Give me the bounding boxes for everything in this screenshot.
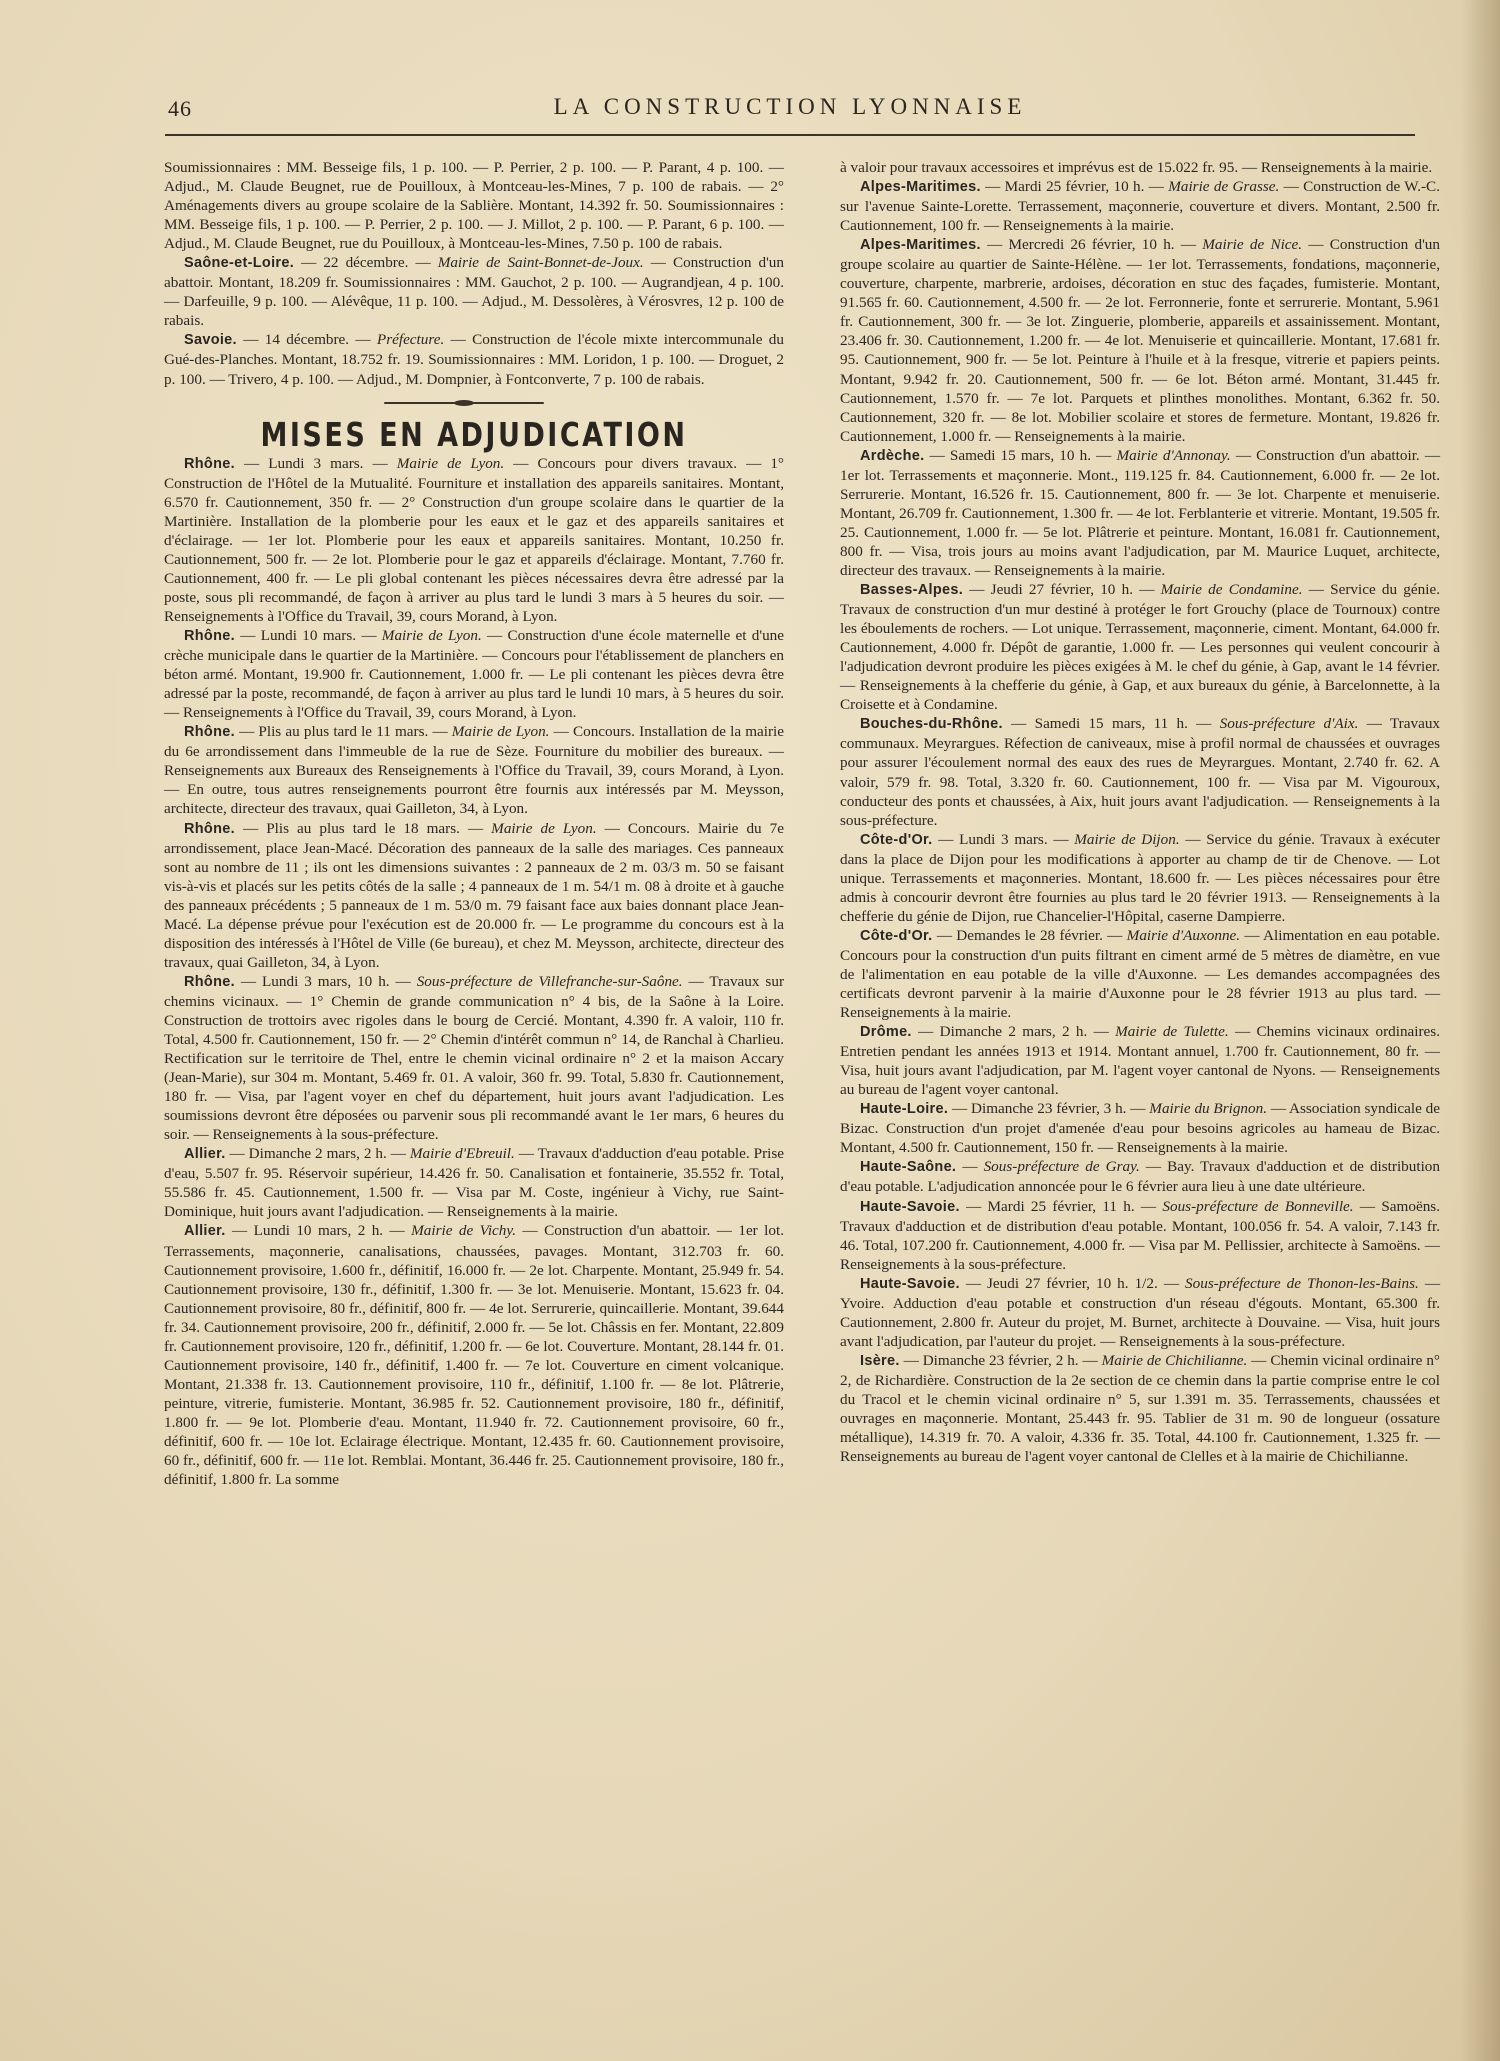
listing-entry — [840, 580, 1440, 714]
entry-date: — — [956, 1158, 984, 1176]
authority-name: Sous-préfecture de Bonneville. — [1162, 1197, 1354, 1215]
authority-name: Sous-préfecture de Thonon-les-Bains. — [1185, 1274, 1419, 1292]
entry-text: — Construction de l'école mixte intercommunale du Gué-des-Planches. Montant, 18.752 fr. 19. Soumissionnaires : MM. Loridon, 1 p. 100. — Droguet, 2 p. 100. — Trivero, 4 p. 100. — Adjud., M. Dompnier, à Fontconverte, 7 p. 100 de rabais. — [164, 331, 784, 388]
entry-text: — Travaux sur chemins vicinaux. — 1° Chemin de grande communication n° 4 bis, de la Saône à la Loire. Construction de trottoirs avec rigoles dans le bourg de Cercié. Montant, 4.390 fr. A valoir, 110 fr. Total, 4.500 fr. Cautionnement, 150 fr. — 2° Chemin d'intérêt commun n° 14, de Ranchal à Charlieu. Rectification sur le territoire de Thel, entre le chemin vicinal ordinaire n° 2 et la maison Accary (Jean-Marie), sur 304 m. Montant, 5.469 fr. 01. A valoir, 360 fr. 99. Total, 5.830 fr. Cautionnement, 180 fr. — Visa, par l'agent voyer en chef du département, huit jours avant l'adjudication. Les soumissions devront être déposées ou parvenir sous pli recommandé avant le 1er mars, 6 heures du soir. — Renseignements à la sous-préfecture. — [164, 972, 784, 1144]
entry-text: — Concours. Installation de la mairie du 6e arrondissement dans l'immeuble de la rue de Sèze. Fourniture du mobilier des bureaux. — Renseignements aux Bureaux des Renseignements à l'Office du Travail, 39, cours Morand, à Lyon. — En outre, tous autres renseignements pourront être fournis aux intéressés par M. Meysson, architecte, directeur des travaux, quai Gailleton, 34, à Lyon. — [164, 723, 784, 818]
entry-date: — Dimanche 2 mars, 2 h. — — [225, 1145, 410, 1163]
entry-date: — Dimanche 2 mars, 2 h. — — [911, 1023, 1116, 1041]
left-column — [164, 158, 784, 1489]
entry-text: — Association syndicale de Bizac. Construction d'un projet d'amenée d'eau pour besoins agricoles au hameau de Bizac. Montant, 4.500 fr. Cautionnement, 150 fr. — Renseignements à la mairie. — [840, 1100, 1440, 1157]
entry-text: — Travaux communaux. Meyrargues. Réfection de caniveaux, mise à profil normal de chaussées et ouvrages pour assurer l'écoulement normal des eaux des rues de Meyrargues. Montant, 2.740 fr. 62. A valoir, 579 fr. 98. Total, 3.320 fr. 60. Cautionnement, 100 fr. — Visa par M. Vigouroux, conducteur des ponts et chaussées, à Aix, huit jours avant l'adjudication. — Renseignements à la sous-préfecture. — [840, 715, 1441, 829]
entry-text: — Bay. Travaux d'adduction et de distribution d'eau potable. L'adjudication annoncée pour le 6 février aura lieu à une date ultérieure. — [840, 1158, 1440, 1196]
department-name: Rhône. — [184, 973, 235, 990]
entry-text: — Samoëns. Travaux d'adduction et de distribution d'eau potable. Montant, 100.056 fr. 54. A valoir, 7.143 fr. 46. Total, 107.200 fr. Cautionnement, 4.000 fr. — Visa par M. Pellissier, architecte à Samoëns. — Renseignements à la sous-préfecture. — [840, 1197, 1440, 1273]
entry-date: — Dimanche 23 février, 2 h. — — [899, 1351, 1102, 1369]
right-column — [840, 158, 1440, 1466]
entry-date: — Mardi 25 février, 11 h. — — [959, 1197, 1163, 1215]
department-name: Côte-d'Or. — [860, 831, 933, 848]
page-number: 46 — [168, 96, 192, 121]
department-name: Alpes-Maritimes. — [860, 179, 981, 196]
entry-text: — Yvoire. Adduction d'eau potable et construction d'un réseau d'égouts. Montant, 65.300 fr. Cautionnement, 2.800 fr. Auteur du projet, M. Burnet, architecte à Douvaine. — Visa, huit jours avant l'adjudication, par l'auteur du projet. — Renseignements à la sous-préfecture. — [840, 1274, 1441, 1350]
authority-name: Mairie de Lyon. — [381, 627, 482, 645]
entry-text: — Construction d'une école maternelle et d'une crèche municipale dans le quartier de la Martinière. — Concours pour l'établissement de planchers en béton armé. Montant, 19.900 fr. Cautionnement, 1.000 fr. — Le pli contenant les pièces devra être adressé par la poste, recommandé, de façon à arriver au plus tard le lundi 10 mars, à 5 heures du soir. — Renseignements à l'Office du Travail, 39, cours Morand, à Lyon. — [164, 627, 784, 722]
department-name: Bouches-du-Rhône. — [860, 716, 1003, 733]
listing-entry — [840, 1274, 1440, 1351]
running-title: LA CONSTRUCTION LYONNAISE — [553, 94, 1027, 119]
authority-name: Mairie de Lyon. — [451, 723, 550, 741]
section-title: MISES EN ADJUDICATION — [260, 414, 688, 454]
department-name: Haute-Savoie. — [860, 1198, 960, 1215]
listing-entry — [164, 1144, 784, 1221]
authority-name: Mairie de Grasse. — [1168, 178, 1280, 196]
entry-text: — Construction de W.-C. sur l'avenue Sainte-Lorette. Terrassement, maçonnerie, couverture et divers. Montant, 2.500 fr. Cautionnement, 100 fr. — Renseignements à la mairie. — [840, 178, 1440, 235]
listing-entry — [840, 926, 1440, 1022]
department-name: Savoie. — [184, 332, 237, 349]
entry-text: — Chemins vicinaux ordinaires. Entretien pendant les années 1913 et 1914. Montant annuel, 1.700 fr. Cautionnement, 80 fr. — Visa, huit jours avant l'adjudication, par M. l'agent voyer cantonal de Nyons. — Renseignements au bureau de l'agent voyer cantonal. — [840, 1023, 1440, 1099]
section-divider — [164, 395, 784, 411]
listing-entry — [164, 253, 784, 330]
entry-date: — Lundi 3 mars. — — [234, 454, 397, 472]
department-name: Haute-Savoie. — [860, 1275, 960, 1292]
entry-text: — Service du génie. Travaux à exécuter dans la place de Dijon pour les modifications à apporter au champ de tir de Chenove. — Lot unique. Terrassements et maçonneries. Montant, 18.600 fr. — Les pièces nécessaires pour être admis à concourir devront être fournies au plus tard le 20 février 1913. — Renseignements à la chefferie du génie de Dijon, rue Chancelier-l'Hôpital, caserne Dampierre. — [840, 830, 1440, 925]
authority-name: Sous-préfecture d'Aix. — [1219, 715, 1359, 733]
authority-name: Mairie de Vichy. — [411, 1222, 517, 1240]
department-name: Ardèche. — [860, 447, 925, 464]
authority-name: Mairie du Brignon. — [1149, 1100, 1268, 1118]
entry-date: — Plis au plus tard le 18 mars. — — [234, 819, 492, 837]
entry-date: — 14 décembre. — — [236, 331, 377, 349]
department-name: Isère. — [860, 1352, 900, 1369]
authority-name: Mairie de Tulette. — [1115, 1023, 1229, 1041]
listing-entry — [840, 1157, 1440, 1196]
authority-name: Mairie d'Auxonne. — [1126, 926, 1241, 944]
entry-date: — Dimanche 23 février, 3 h. — — [948, 1100, 1150, 1118]
entry-text: — Construction d'un abattoir. — 1er lot. Terrassements et maçonnerie. Mont., 119.125 fr. 84. Cautionnement, 6.000 fr. — 2e lot. Serrurerie. Montant, 16.526 fr. 15. Cautionnement, 800 fr. — 3e lot. Charpente et menuiserie. Montant, 26.709 fr. Cautionnement, 1.300 fr. — 4e lot. Ferblanterie et vitrerie. Montant, 19.505 fr. 25. Cautionnement, 1.000 fr. — 5e lot. Plâtrerie et peinture. Montant, 16.081 fr. Cautionnement, 800 fr. — Visa, trois jours au moins avant l'adjudication, par M. Maurice Luquet, architecte, directeur des travaux. — Renseignements à la mairie. — [840, 446, 1441, 579]
entry-date: — Jeudi 27 février, 10 h. — — [963, 581, 1161, 599]
authority-name: Sous-préfecture de Villefranche-sur-Saône. — [416, 972, 683, 990]
listing-entry — [840, 714, 1440, 829]
department-name: Rhône. — [184, 724, 235, 741]
entry-date: — Lundi 3 mars, 10 h. — — [234, 972, 417, 990]
entry-text: — Concours pour divers travaux. — 1° Construction de l'Hôtel de la Mutualité. Fourniture et installation des appareils sanitaires. Montant, 6.570 fr. Cautionnement, 350 fr. — 2° Construction d'un groupe scolaire dans le quartier de la Martinière. Installation de la plomberie pour les eaux et le gaz et des appareils sanitaires et d'éclairage. — 1er lot. Plomberie pour les eaux et appareils sanitaires. Montant, 10.250 fr. Cautionnement, 500 fr. — 2e lot. Plomberie pour le gaz et appareils d'éclairage. Montant, 7.760 fr. Cautionnement, 400 fr. — Le pli global contenant les pièces nécessaires devra être adressé par la poste, sous pli recommandé, de façon à arriver au plus tard le lundi 3 mars à 5 heures du soir. — Renseignements à l'Office du Travail, 39, cours Morand, à Lyon. — [164, 454, 784, 625]
entry-text: — Alimentation en eau potable. Concours pour la construction d'un puits filtrant en ciment armé de 5 mètres de diamètre, en vue de l'alimentation en eau potable de la ville d'Auxonne. — Les demandes accompagnées des certificats devront parvenir à la mairie d'Auxonne pour le 28 février 1913 au plus tard. — Renseignements à la mairie. — [840, 926, 1440, 1022]
entry-text: — Travaux d'adduction d'eau potable. Prise d'eau, 5.507 fr. 95. Réservoir supérieur, 14.426 fr. 50. Canalisation et fontainerie, 35.552 fr. Total, 55.586 fr. 45. Cautionnement, 1.500 fr. — Visa par M. Coste, ingénieur à Vichy, rue Saint-Dominique, huit jours avant l'adjudication. — Renseignements à la mairie. — [164, 1145, 784, 1221]
department-name: Haute-Saône. — [860, 1159, 957, 1176]
listing-entry — [840, 1022, 1440, 1099]
entry-date: — Plis au plus tard le 11 mars. — — [234, 723, 452, 741]
listing-entry — [164, 819, 784, 972]
authority-name: Mairie de Condamine. — [1160, 581, 1303, 599]
adjudication-entries-right — [840, 177, 1440, 1466]
department-name: Allier. — [184, 1146, 226, 1163]
entry-text: — Construction d'un abattoir. — 1er lot. Terrassements, maçonnerie, canalisations, chaussées, pavages. Montant, 312.703 fr. 60. Cautionnement provisoire, 1.600 fr., définitif, 16.000 fr. — 2e lot. Charpente. Montant, 25.949 fr. 54. Cautionnement provisoire, 130 fr., définitif, 1.300 fr. — 3e lot. Menuiserie. Montant, 15.623 fr. 04. Cautionnement provisoire, 80 fr., définitif, 800 fr. — 4e lot. Serrurerie, quincaillerie. Montant, 39.644 fr. 34. Cautionnement provisoire, 200 fr., définitif, 2.000 fr. — 5e lot. Châssis en fer. Montant, 22.809 fr. Cautionnement provisoire, 120 fr., définitif, 1.200 fr. — 6e lot. Couverture. Montant, 28.144 fr. 01. Cautionnement provisoire, 140 fr., définitif, 1.400 fr. — 7e lot. Couverture en ciment volcanique. Montant, 21.338 fr. 13. Cautionnement provisoire, 110 fr., définitif, 1.100 fr. — 8e lot. Plâtrerie, peinture, vitrerie, fumisterie. Montant, 36.985 fr. 52. Cautionnement provisoire, 180 fr., définitif, 1.800 fr. — 9e lot. Plomberie d'eau. Montant, 11.940 fr. 72. Cautionnement provisoire, 60 fr., définitif, 600 fr. — 10e lot. Eclairage électrique. Montant, 12.435 fr. 60. Cautionnement provisoire, 60 fr., définitif, 600 fr. — 11e lot. Remblai. Montant, 36.446 fr. 25. Cautionnement provisoire, 180 fr., définitif, 1.800 fr. La somme — [164, 1222, 784, 1489]
entry-date: — Samedi 15 mars, 10 h. — — [924, 446, 1117, 464]
authority-name: Mairie de Chichilianne. — [1101, 1351, 1248, 1369]
authority-name: Mairie de Dijon. — [1074, 830, 1180, 848]
authority-name: Préfecture. — [376, 331, 445, 349]
authority-name: Mairie de Saint-Bonnet-de-Joux. — [437, 254, 644, 272]
entry-date: — Lundi 3 mars. — — [932, 830, 1075, 848]
authority-name: Mairie de Nice. — [1202, 236, 1303, 254]
authority-name: Mairie de Lyon. — [491, 819, 597, 837]
entry-text: — Service du génie. Travaux de construction d'un mur destiné à protéger le fort Grouchy (place de Tournoux) contre les éboulements de rochers. — Lot unique. Terrassement, maçonnerie, ciment. Montant, 64.000 fr. Cautionnement, 4.000 fr. Dépôt de garantie, 1.000 fr. — Les personnes qui veulent concourir à l'adjudication devront produire les pièces exigées à M. le chef du génie, à Gap, avant le 14 février. — Renseignements à la chefferie du génie, à Gap, et aux bureaux du génie, à Barcelonnette, à la Croisette et à Condamine. — [840, 581, 1440, 714]
entry-text: — Chemin vicinal ordinaire n° 2, de Richardière. Construction de la 2e section de ce chemin dans la partie comprise entre le col du Tracol et le chemin vicinal ordinaire n° 5, sur 1.391 m. 35. Terrassements, chaussées et ouvrages en maçonnerie. Montant, 25.443 fr. 95. Tablier de 31 m. 90 de longueur (ossature métallique), 14.319 fr. 70. A valoir, 4.336 fr. 35. Total, 44.100 fr. Cautionnement, 1.325 fr. — Renseignements au bureau de l'agent voyer cantonal de Clelles et à la mairie de Chichilianne. — [840, 1351, 1440, 1466]
listing-entry — [164, 454, 784, 626]
authority-name: Mairie d'Ebreuil. — [409, 1145, 515, 1163]
listing-entry — [164, 722, 784, 818]
entry-text: — Construction d'un abattoir. Montant, 18.209 fr. Soumissionnaires : MM. Gauchot, 2 p. 100. — Augrandjean, 4 p. 100. — Darfeuille, 9 p. 100. — Alévêque, 11 p. 100. — Adjud., M. Dessolères, à Vérosvres, 12 p. 100 de rabais. — [164, 254, 784, 330]
entry-text: — Concours. Mairie du 7e arrondissement, place Jean-Macé. Décoration des panneaux de la salle des mariages. Ces panneaux sont au nombre de 11 ; ils ont les dimensions suivantes : 2 panneaux de 2 m. 03/3 m. 50 se faisant vis-à-vis et placés sur les petits côtés de la salle ; 4 panneaux de 1 m. 54/1 m. 08 à droite et à gauche des panneaux précédents ; 5 panneaux de 1 m. 53/0 m. 79 faisant face aux baies donnant place Jean-Macé. La dépense prévue pour l'exécution est de 20.000 fr. — Le programme du concours est à la disposition des intéressés à l'Hôtel de Ville (6e bureau), et chez M. Meysson, architecte, directeur des travaux, quai Gailleton, 34, à Lyon. — [164, 819, 785, 971]
department-name: Rhône. — [184, 820, 235, 837]
department-name: Rhône. — [184, 455, 235, 472]
entry-date: — Jeudi 27 février, 10 h. 1/2. — — [959, 1274, 1186, 1292]
department-name: Alpes-Maritimes. — [860, 237, 981, 254]
entry-date: — 22 décembre. — — [294, 254, 438, 272]
listing-entry — [164, 972, 784, 1144]
entry-date: — Demandes le 28 février. — — [932, 926, 1127, 944]
listing-entry — [164, 330, 784, 388]
page-edge-shadow — [1460, 0, 1500, 2061]
department-name: Côte-d'Or. — [860, 927, 933, 944]
continuation-paragraph: à valoir pour travaux accessoires et imprévus est de 15.022 fr. 95. — Renseignements à la mairie. — [840, 159, 1433, 176]
department-name: Saône-et-Loire. — [184, 255, 295, 272]
entry-date: — Mercredi 26 février, 10 h. — — [980, 236, 1203, 254]
authority-name: Sous-préfecture de Gray. — [983, 1158, 1140, 1176]
department-name: Haute-Loire. — [860, 1101, 949, 1118]
authority-name: Mairie de Lyon. — [396, 454, 505, 472]
results-entries — [164, 253, 784, 388]
listing-entry — [164, 626, 784, 722]
entry-date: — Lundi 10 mars, 2 h. — — [225, 1222, 412, 1240]
header-rule — [165, 134, 1415, 136]
listing-entry — [840, 1197, 1440, 1274]
department-name: Basses-Alpes. — [860, 582, 964, 599]
adjudication-entries-left — [164, 454, 784, 1490]
entry-date: — Samedi 15 mars, 11 h. — — [1002, 715, 1220, 733]
authority-name: Mairie d'Annonay. — [1116, 446, 1231, 464]
listing-entry — [840, 830, 1440, 926]
listing-entry — [840, 1099, 1440, 1157]
entry-date: — Mardi 25 février, 10 h. — — [980, 178, 1169, 196]
listing-entry — [840, 1351, 1440, 1466]
page-header — [160, 90, 1420, 130]
listing-entry — [164, 1221, 784, 1489]
department-name: Allier. — [184, 1223, 226, 1240]
entry-date: — Lundi 10 mars. — — [234, 627, 382, 645]
department-name: Rhône. — [184, 628, 235, 645]
intro-paragraph: Soumissionnaires : MM. Besseige fils, 1 p. 100. — P. Perrier, 2 p. 100. — P. Parant, 4 p. 100. — Adjud., M. Claude Beugnet, rue de Pouilloux, à Montceau-les-Mines, 7 p. 100 de rabais. — 2° Aménagements divers au groupe scolaire de la Sablière. Montant, 14.392 fr. 50. Soumissionnaires : MM. Besseige fils, 1 p. 100. — P. Perrier, 2 p. 100. — J. Millot, 2 p. 100. — P. Parant, 6 p. 100. — Adjud., M. Claude Beugnet, rue du Pouilloux, à Montceau-les-Mines, 7.50 p. 100 de rabais. — [164, 159, 784, 253]
listing-entry — [840, 177, 1440, 235]
department-name: Drôme. — [860, 1024, 912, 1041]
listing-entry — [840, 235, 1440, 446]
listing-entry — [840, 446, 1440, 580]
entry-text: — Construction d'un groupe scolaire au quartier de Sainte-Hélène. — 1er lot. Terrassements, fondations, maçonnerie, couverture, charpente, marbrerie, ardoises, décoration en stuc des façades, fumisterie. Montant, 91.565 fr. 60. Cautionnement, 4.500 fr. — 2e lot. Ferronnerie, fonte et serrurerie. Montant, 5.961 fr. Cautionnement, 300 fr. — 3e lot. Zinguerie, plomberie, appareils et assainissement. Montant, 23.406 fr. 30. Cautionnement, 1.200 fr. — 4e lot. Menuiserie et quincaillerie. Montant, 17.681 fr. 95. Cautionnement, 900 fr. — 5e lot. Peinture à l'huile et à la fresque, vitrerie et papiers peints. Montant, 9.942 fr. 20. Cautionnement, 500 fr. — 6e lot. Béton armé. Montant, 31.445 fr. Cautionnement, 1.570 fr. — 7e lot. Parquets et plinthes monolithes. Montant, 6.362 fr. 50. Cautionnement, 320 fr. — 8e lot. Mobilier scolaire et stores de fermeture. Montant, 19.826 fr. Cautionnement, 1.000 fr. — Renseignements à la mairie. — [840, 236, 1440, 445]
